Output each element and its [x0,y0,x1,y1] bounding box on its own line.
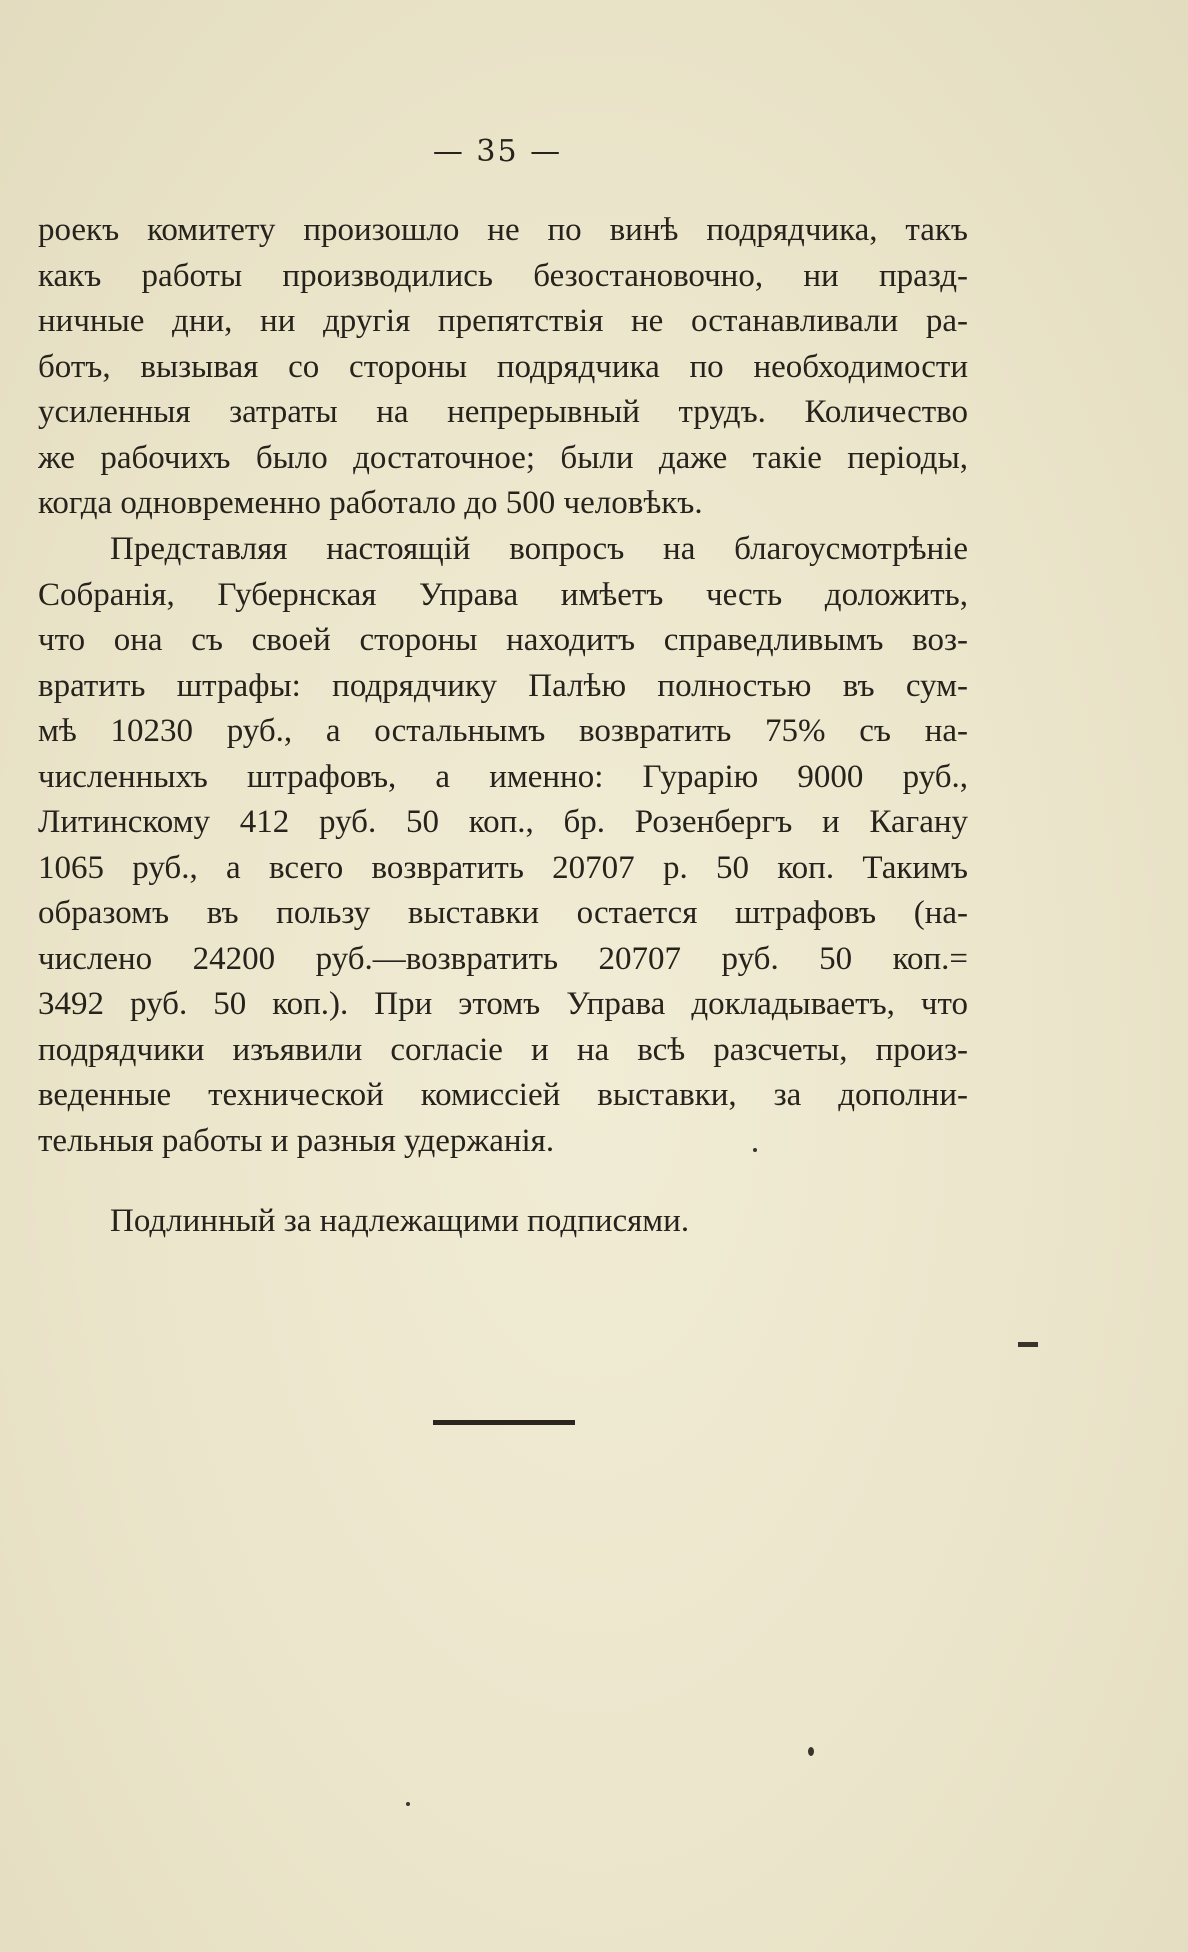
text-line: роекъ комитету произошло не по винѣ подрядчика, такъ [38,212,968,248]
text-line: 1065 руб., а всего возвратить 20707 р. 50 коп. Такимъ [38,849,968,886]
text-line: численныхъ штрафовъ, а именно: Гурарію 9000 руб., [38,758,968,795]
text-line: числено 24200 руб.—возвратить 20707 руб. 50 коп.= [38,940,968,977]
ink-speck [753,1148,757,1152]
end-rule-divider [433,1420,575,1425]
ink-speck [808,1747,814,1756]
text-line: вратить штрафы: подрядчику Палѣю полностью въ сум- [38,667,968,704]
text-line: что она съ своей стороны находитъ справедливымъ воз- [38,622,968,658]
text-line: подрядчики изъявили согласіе и на всѣ разсчеты, произ- [38,1031,968,1068]
text-line: 3492 руб. 50 коп.). При этомъ Управа докладываетъ, что [38,986,968,1022]
text-line: ботъ, вызывая со стороны подрядчика по необходимости [38,348,968,385]
text-line: веденные технической комиссіей выставки, за дополни- [38,1077,968,1113]
margin-mark [1018,1342,1038,1347]
paragraph-continued [38,208,968,527]
text-line: когда одновременно работало до 500 человѣкъ. [38,485,703,521]
paragraph-proposal [38,527,968,1164]
text-line: ничные дни, ни другія препятствія не останавливали ра- [38,303,968,339]
text-line: Собранія, Губернская Управа имѣетъ честь доложить, [38,576,968,613]
text-line: усиленныя затраты на непрерывный трудъ. Количество [38,394,968,430]
signature-note: Подлинный за надлежащими подписями. [110,1203,690,1239]
text-line: Представляя настоящій вопросъ на благоусмотрѣніе [110,531,968,567]
text-line: образомъ въ пользу выставки остается штрафовъ (на- [38,895,968,931]
text-line: тельныя работы и разныя удержанія. [38,1122,555,1159]
text-line: Литинскому 412 руб. 50 коп., бр. Розенбергъ и Кагану [38,804,968,840]
page-number: — 35 — [432,134,563,169]
ink-speck [406,1802,410,1806]
text-line: же рабочихъ было достаточное; были даже такіе періоды, [38,439,968,476]
text-line: мѣ 10230 руб., а остальнымъ возвратить 75% съ на- [38,713,968,749]
text-line: какъ работы производились безостановочно, ни празд- [38,257,968,294]
